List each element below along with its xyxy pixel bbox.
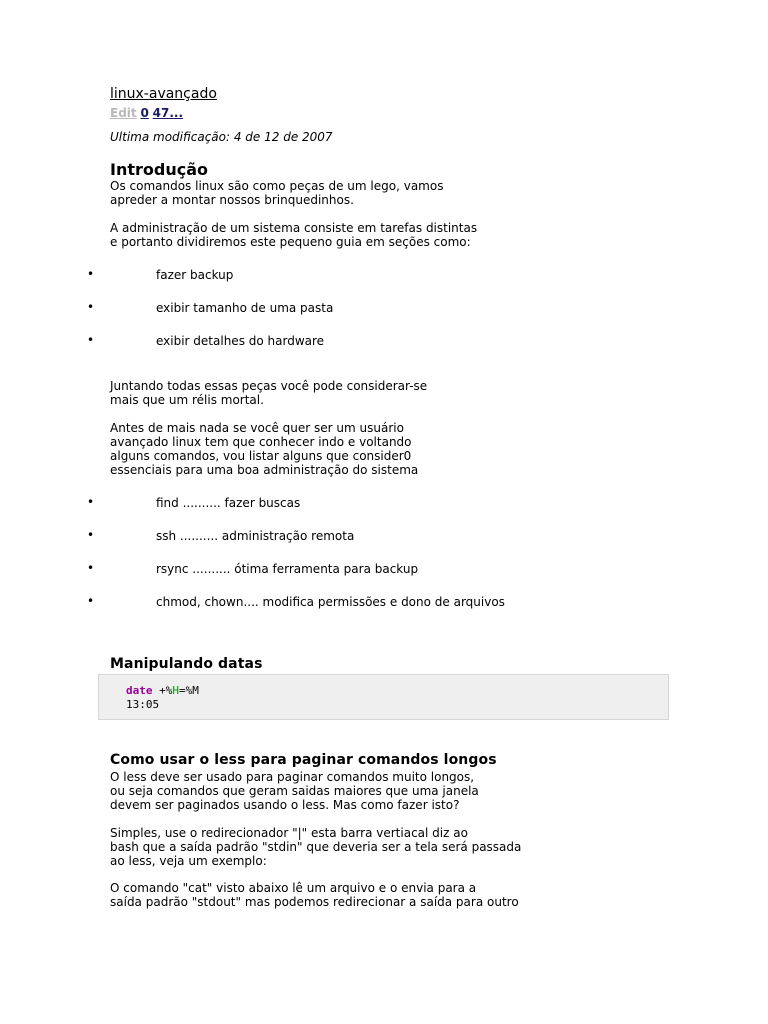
bullet-marker: • (87, 528, 95, 542)
list-item: ssh .......... administração remota (156, 529, 355, 543)
intro-paragraph-2: A administração de um sistema consiste em tarefas distintas e portanto dividiremos este pequeno guia em seções como: (110, 221, 478, 249)
list-item: find .......... fazer buscas (156, 496, 301, 510)
intro-paragraph-1: Os comandos linux são como peças de um lego, vamos apreder a montar nossos brinquedinhos. (110, 179, 444, 207)
list-item: exibir detalhes do hardware (156, 334, 325, 348)
code-block (98, 674, 669, 720)
bullet-marker: • (87, 333, 95, 347)
page-title-link[interactable]: linux-avançado (110, 86, 217, 102)
code-variable: H (172, 684, 179, 697)
list-item: rsync .......... ótima ferramenta para backup (156, 562, 419, 576)
bullet-marker: • (87, 300, 95, 314)
bullet-marker: • (87, 267, 95, 281)
edit-number-link[interactable]: 0 (140, 106, 149, 120)
code-line-command (126, 684, 199, 697)
list-item: fazer backup (156, 268, 234, 282)
code-keyword: date (126, 684, 153, 697)
list-item: chmod, chown.... modifica permissões e dono de arquivos (156, 595, 505, 609)
intro-heading: Introdução (110, 160, 208, 179)
last-modified: Ultima modificação: 4 de 12 de 2007 (110, 130, 333, 144)
less-paragraph-1: O less deve ser usado para paginar comandos muito longos, ou seja comandos que geram saidas maiores que uma janela devem ser paginados usando o less. Mas como fazer isto? (110, 770, 479, 812)
bullet-marker: • (87, 561, 95, 575)
edit-line (110, 106, 183, 120)
less-paragraph-2: Simples, use o redirecionador "|" esta barra vertiacal diz ao bash que a saída padrão "stdin" que deveria ser a tela será passada ao less, veja um exemplo: (110, 826, 522, 868)
bullet-marker: • (87, 594, 95, 608)
code-plain: +% (152, 684, 173, 697)
datas-heading: Manipulando datas (110, 656, 263, 672)
less-paragraph-3: O comando "cat" visto abaixo lê um arquivo e o envia para a saída padrão "stdout" mas podemos redirecionar a saída para outro (110, 881, 519, 909)
edit-count-link[interactable]: 47... (152, 106, 184, 120)
less-heading: Como usar o less para paginar comandos longos (110, 752, 497, 768)
intro-paragraph-3: Juntando todas essas peças você pode considerar-se mais que um rélis mortal. (110, 379, 428, 407)
bullet-marker: • (87, 495, 95, 509)
edit-link[interactable]: Edit (110, 106, 137, 120)
list-item: exibir tamanho de uma pasta (156, 301, 334, 315)
intro-paragraph-4: Antes de mais nada se você quer ser um usuário avançado linux tem que conhecer indo e voltando alguns comandos, vou listar alguns que consider0 essenciais para uma boa administração do sistema (110, 421, 419, 477)
code-line-output: 13:05 (126, 698, 160, 711)
code-plain-rest: =%M (179, 684, 199, 697)
